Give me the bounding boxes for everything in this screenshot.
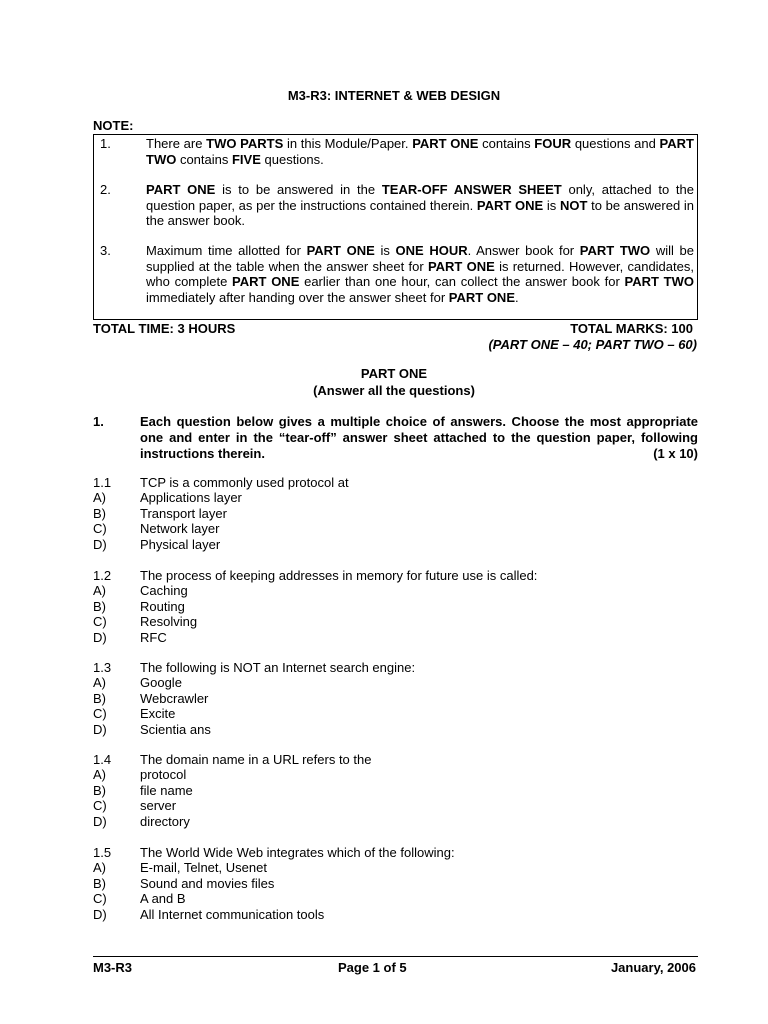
mcq-option [93, 876, 693, 891]
option-label: D) [93, 629, 107, 645]
option-text: Physical layer [140, 536, 221, 552]
option-text: directory [140, 813, 190, 829]
marks-split: (PART ONE – 40; PART TWO – 60) [488, 337, 697, 352]
option-label: B) [93, 505, 106, 521]
question-text: Each question below gives a multiple choice of answers. Choose the most appropriate one and enter in the “tear-off” answer sheet attached to the question paper, following instructions therein. [140, 414, 698, 461]
text-run: immediately after handing over the answer sheet for [146, 289, 449, 305]
option-label: A) [93, 767, 106, 783]
option-label: C) [93, 614, 107, 630]
note-label: NOTE: [93, 118, 134, 133]
option-text: protocol [140, 767, 187, 783]
footer-code: M3-R3 [93, 960, 133, 975]
option-label: A) [93, 860, 106, 876]
option-label: D) [93, 536, 107, 552]
question-number: 1. [93, 414, 104, 429]
option-label: D) [93, 906, 107, 922]
option-label: B) [93, 598, 106, 614]
mcq-option [93, 490, 693, 505]
option-label: D) [93, 721, 107, 737]
mcq-stem [93, 568, 693, 583]
text-run: earlier than one hour, can collect the answer book for [299, 274, 625, 289]
note-item-text [146, 182, 694, 229]
emphasis-text: PART TWO [146, 136, 694, 167]
note-item-number: 1. [100, 136, 111, 151]
note-item-number: 3. [100, 243, 111, 258]
option-label: C) [93, 521, 107, 537]
text-run: is [374, 243, 396, 258]
mcq-stem-text: The following is NOT an Internet search engine: [140, 660, 416, 675]
emphasis-text: PART ONE [448, 289, 515, 305]
mcq-option [93, 630, 693, 645]
mcq-option [93, 675, 693, 690]
option-text: A and B [140, 891, 186, 907]
mcq-stem-text: TCP is a commonly used protocol at [140, 475, 349, 490]
option-label: A) [93, 583, 106, 599]
footer-page-number: Page 1 of 5 [338, 960, 407, 975]
option-text: Webcrawler [140, 690, 209, 706]
part-one-subheading: (Answer all the questions) [313, 383, 475, 398]
emphasis-text: PART ONE [232, 274, 300, 289]
mcq-1-5 [93, 845, 693, 922]
emphasis-text: NOT [559, 197, 588, 213]
text-run: contains [478, 136, 535, 151]
mcq-option [93, 722, 693, 737]
mcq-option [93, 583, 693, 598]
mcq-number: 1.1 [93, 475, 112, 490]
option-label: B) [93, 875, 106, 891]
mcq-option [93, 767, 693, 782]
emphasis-text: ONE HOUR [395, 243, 468, 258]
emphasis-text: FOUR [534, 136, 572, 151]
mcq-option [93, 521, 693, 536]
footer-divider [93, 956, 698, 957]
emphasis-text: PART ONE [412, 136, 479, 151]
emphasis-text: PART ONE [476, 197, 544, 213]
text-run: There are [146, 136, 207, 151]
option-text: server [140, 798, 177, 814]
mcq-1-3 [93, 660, 693, 737]
option-text: Excite [140, 706, 176, 722]
option-text: Caching [140, 583, 188, 599]
option-text: RFC [140, 629, 167, 645]
option-label: D) [93, 813, 107, 829]
mcq-1-1 [93, 475, 693, 552]
total-time: TOTAL TIME: 3 HOURS [93, 321, 236, 336]
emphasis-text: PART ONE [306, 243, 375, 258]
mcq-stem [93, 752, 693, 767]
mcq-number: 1.2 [93, 568, 112, 583]
option-text: Transport layer [140, 505, 227, 521]
paper-title: M3-R3: INTERNET & WEB DESIGN [287, 88, 501, 103]
mcq-stem-text: The process of keeping addresses in memory for future use is called: [140, 568, 538, 583]
note-item-text [146, 136, 694, 167]
emphasis-text: TWO PARTS [206, 136, 284, 151]
text-run: . [515, 289, 519, 305]
option-text: Scientia ans [140, 721, 211, 737]
mcq-number: 1.3 [93, 660, 112, 675]
text-run: questions and [571, 136, 660, 151]
mcq-stem [93, 660, 693, 675]
emphasis-text: FIVE [231, 151, 261, 167]
mcq-stem [93, 845, 693, 860]
text-run: Maximum time allotted for [146, 243, 307, 258]
text-run: contains [176, 151, 232, 167]
option-label: B) [93, 690, 106, 706]
option-text: Google [140, 675, 182, 691]
option-text: file name [140, 782, 193, 798]
text-run: is returned. However, candidates, who complete [146, 258, 694, 289]
option-text: Resolving [140, 614, 198, 630]
question-marks: (1 x 10) [653, 446, 698, 461]
emphasis-text: PART TWO [624, 274, 694, 289]
emphasis-text: PART ONE [146, 182, 216, 197]
option-label: B) [93, 782, 106, 798]
text-run: is [543, 197, 560, 213]
emphasis-text: PART TWO [579, 243, 651, 258]
option-text: Sound and movies files [140, 875, 275, 891]
mcq-option [93, 599, 693, 614]
mcq-number: 1.5 [93, 845, 112, 860]
mcq-option [93, 783, 693, 798]
text-run: to be answered in the answer book. [146, 197, 694, 228]
mcq-1-2 [93, 568, 693, 645]
emphasis-text: PART ONE [427, 258, 495, 274]
mcq-option [93, 537, 693, 552]
mcq-option [93, 506, 693, 521]
option-text: Network layer [140, 521, 220, 537]
option-label: C) [93, 891, 107, 907]
text-run: in this Module/Paper. [283, 136, 413, 151]
mcq-stem [93, 475, 693, 490]
option-text: Routing [140, 598, 185, 614]
mcq-number: 1.4 [93, 752, 112, 767]
option-label: C) [93, 798, 107, 814]
text-run: questions. [260, 151, 324, 167]
option-text: Applications layer [140, 490, 242, 506]
mcq-option [93, 907, 693, 922]
mcq-option [93, 891, 693, 906]
option-label: A) [93, 675, 106, 691]
note-item-number: 2. [100, 182, 111, 197]
text-run: . Answer book for [467, 243, 580, 258]
text-run: will be supplied at the table when the answer sheet for [146, 243, 694, 274]
mcq-1-4 [93, 752, 693, 829]
option-text: All Internet communication tools [140, 906, 325, 922]
note-box [93, 134, 698, 320]
option-text: E-mail, Telnet, Usenet [140, 860, 267, 876]
mcq-option [93, 860, 693, 875]
total-marks: TOTAL MARKS: 100 [570, 321, 693, 336]
mcq-option [93, 798, 693, 813]
option-label: A) [93, 490, 106, 506]
note-item-text [146, 243, 694, 305]
mcq-option [93, 691, 693, 706]
text-run: is to be answered in the [215, 182, 382, 197]
text-run: only, attached to the question paper, as per the instructions contained therein. [146, 182, 695, 213]
footer-date: January, 2006 [610, 960, 696, 975]
option-label: C) [93, 706, 107, 722]
mcq-option [93, 706, 693, 721]
emphasis-text: TEAR-OFF ANSWER SHEET [381, 182, 562, 197]
mcq-option [93, 614, 693, 629]
mcq-option [93, 814, 693, 829]
mcq-stem-text: The domain name in a URL refers to the [140, 752, 372, 767]
part-one-heading: PART ONE [360, 366, 428, 381]
mcq-stem-text: The World Wide Web integrates which of the following: [140, 845, 455, 860]
